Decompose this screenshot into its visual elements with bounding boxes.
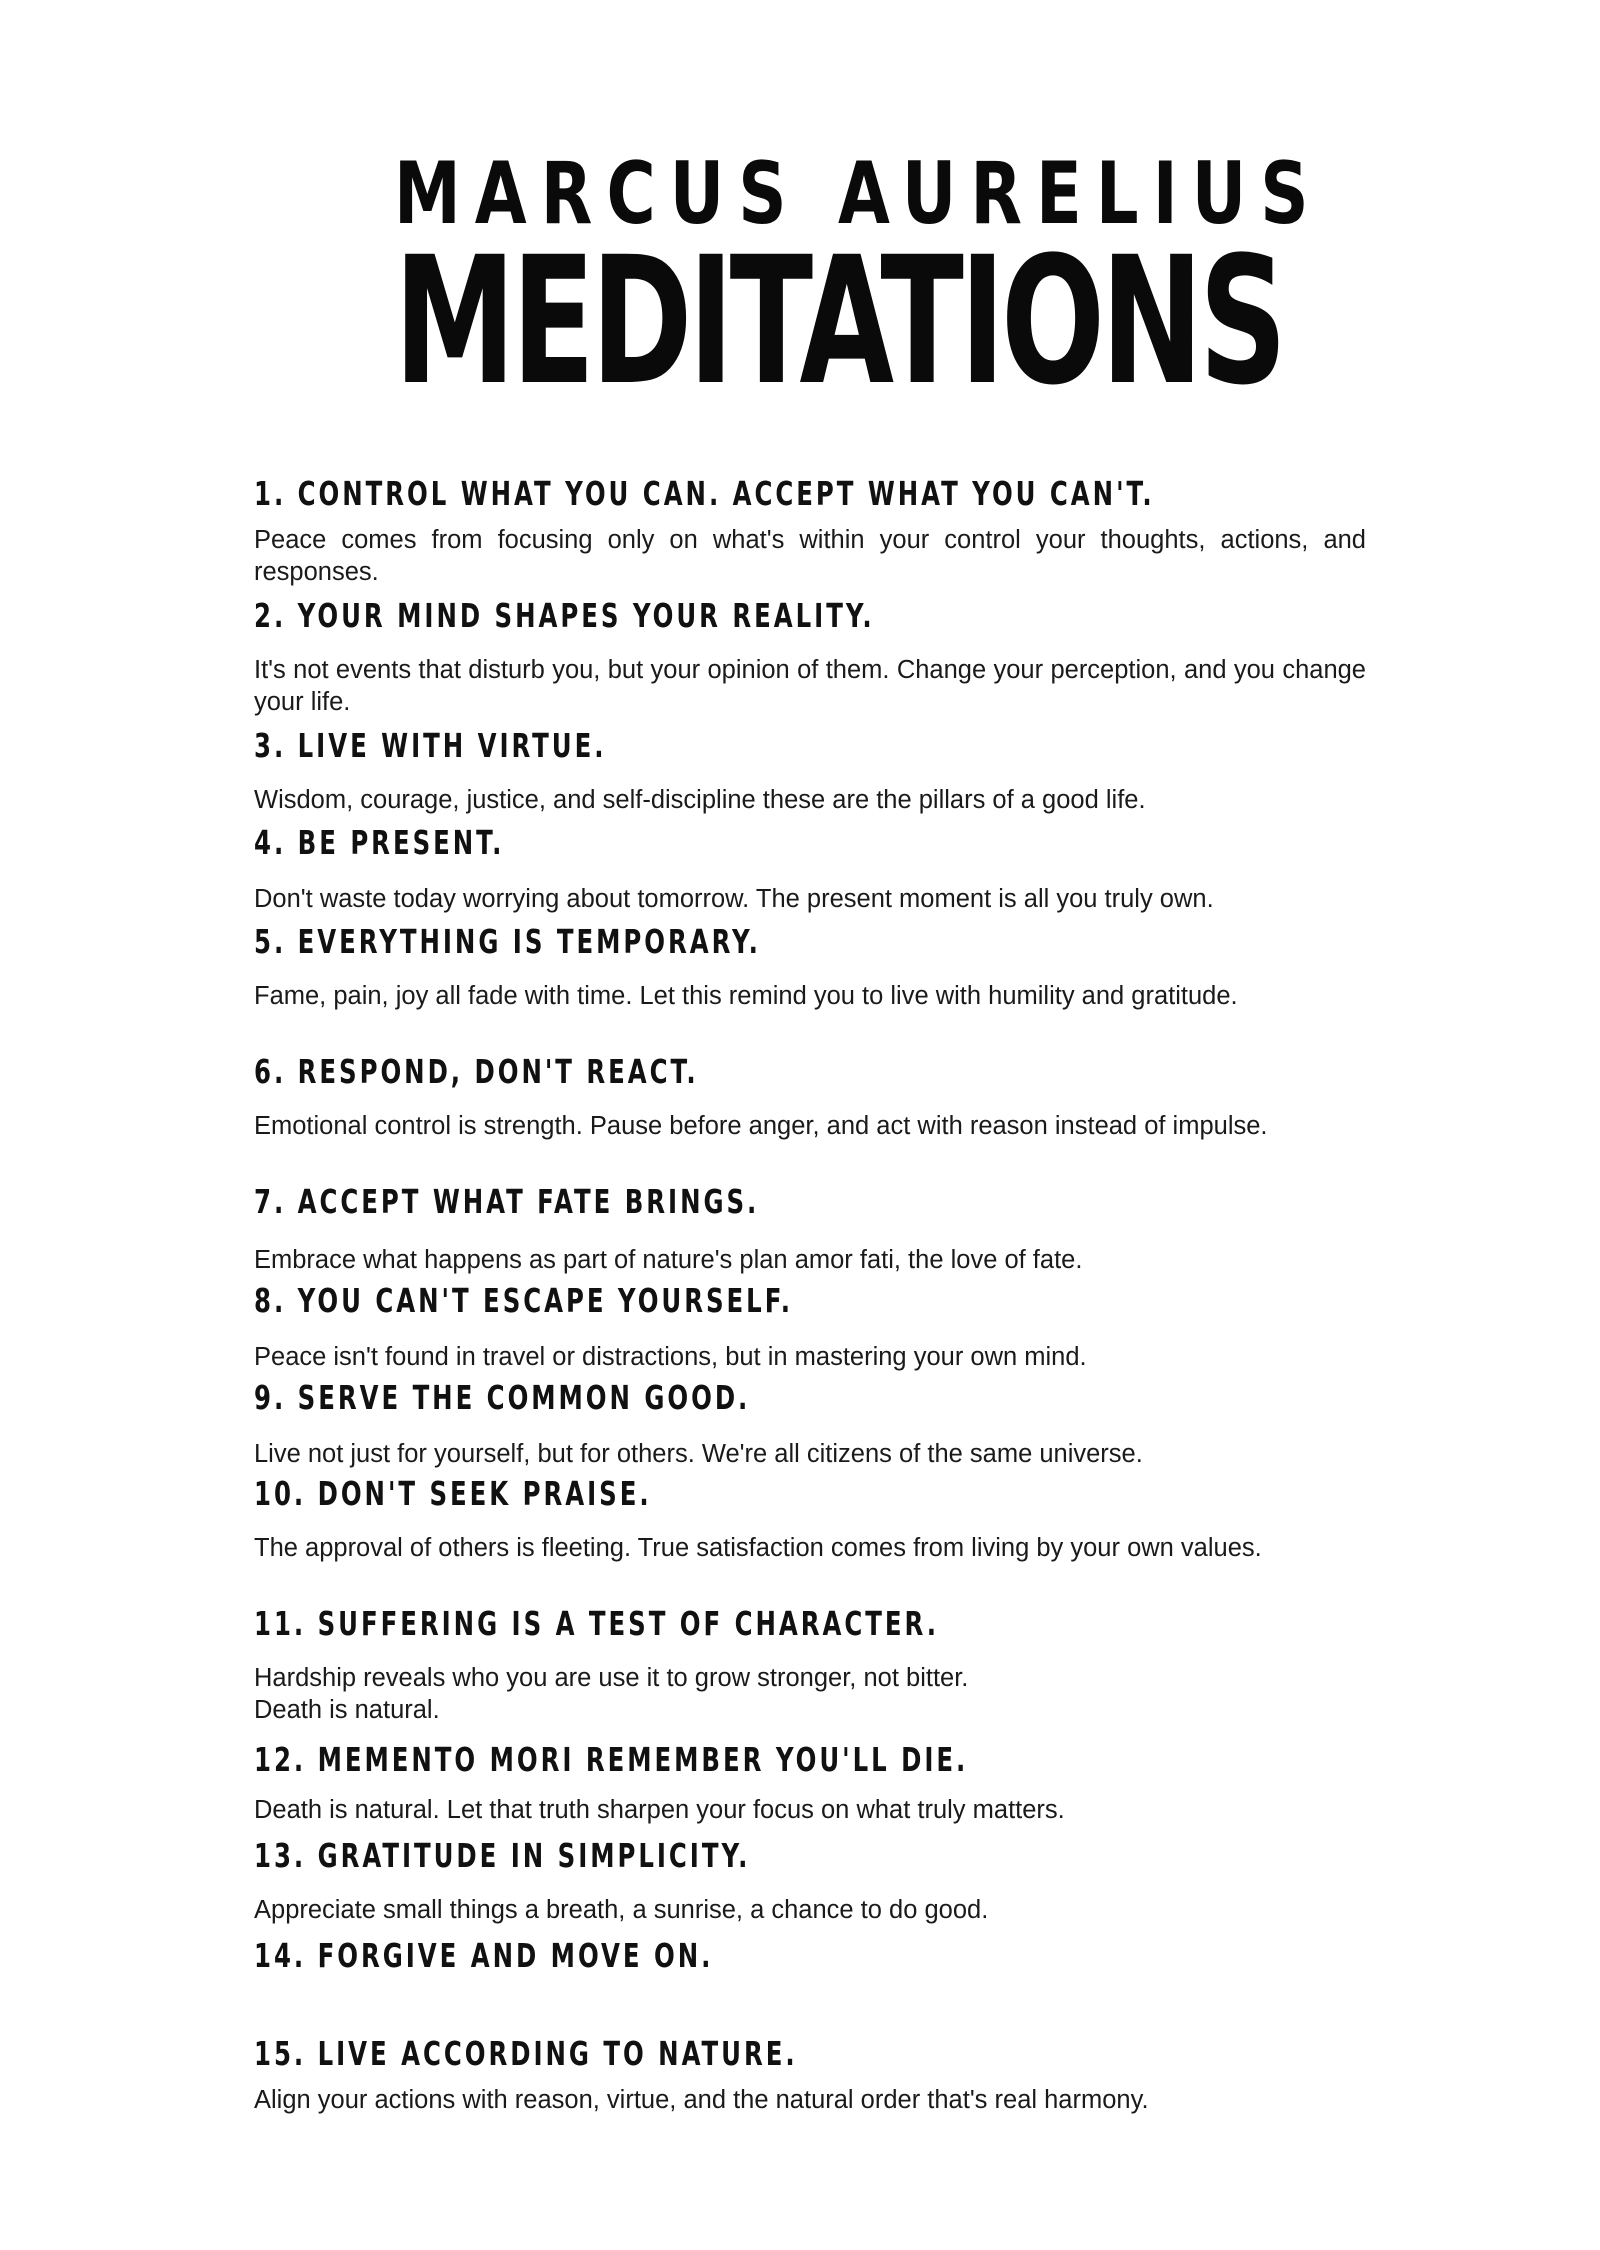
principle-text: Death is natural. Let that truth sharpen your focus on what truly matters. <box>254 1796 1065 1824</box>
principle-heading: 15. LIVE ACCORDING TO NATURE. <box>254 2034 798 2073</box>
principle-text: The approval of others is fleeting. True satisfaction comes from living by your own values. <box>254 1534 1262 1562</box>
principle-text: Emotional control is strength. Pause before anger, and act with reason instead of impulse. <box>254 1112 1268 1140</box>
principle-text: It's not events that disturb you, but your opinion of them. Change your perception, and you change your life. <box>254 656 1366 716</box>
principle-text: Peace isn't found in travel or distractions, but in mastering your own mind. <box>254 1343 1087 1371</box>
principle-item <box>254 1936 1374 1994</box>
principle-heading: 2. YOUR MIND SHAPES YOUR REALITY. <box>254 596 875 635</box>
principle-item <box>254 1281 1374 1373</box>
principle-item <box>254 1604 1374 1726</box>
principle-item <box>254 1378 1374 1470</box>
principle-heading: 10. DON'T SEEK PRAISE. <box>254 1474 652 1513</box>
principle-heading: 13. GRATITUDE IN SIMPLICITY. <box>254 1836 751 1875</box>
principle-text-line: Hardship reveals who you are use it to grow stronger, not bitter. <box>254 1664 969 1692</box>
principle-item <box>254 1740 1374 1826</box>
principle-heading: 4. BE PRESENT. <box>254 823 505 862</box>
principle-text: Fame, pain, joy all fade with time. Let this remind you to live with humility and gratitude. <box>254 982 1238 1010</box>
principle-heading: 1. CONTROL WHAT YOU CAN. ACCEPT WHAT YOU CAN'T. <box>254 474 1155 513</box>
principle-heading: 12. MEMENTO MORI REMEMBER YOU'LL DIE. <box>254 1740 969 1779</box>
principle-item <box>254 596 1374 718</box>
principle-text-line: Death is natural. <box>254 1696 440 1724</box>
principle-item <box>254 1182 1374 1276</box>
title-block <box>394 144 1323 424</box>
principle-text <box>254 1662 1366 1726</box>
principle-text: Live not just for yourself, but for others. We're all citizens of the same universe. <box>254 1440 1143 1468</box>
principle-heading: 7. ACCEPT WHAT FATE BRINGS. <box>254 1182 760 1221</box>
principle-heading: 11. SUFFERING IS A TEST OF CHARACTER. <box>254 1604 939 1643</box>
principle-heading: 14. FORGIVE AND MOVE ON. <box>254 1936 714 1975</box>
principle-heading: 9. SERVE THE COMMON GOOD. <box>254 1378 751 1417</box>
book-title: MEDITATIONS <box>394 219 1283 424</box>
principle-text: Peace comes from focusing only on what's within your control your thoughts, actions, and responses. <box>254 526 1366 586</box>
principle-item <box>254 1836 1374 1926</box>
principle-heading: 5. EVERYTHING IS TEMPORARY. <box>254 922 761 961</box>
principle-item <box>254 726 1374 816</box>
principle-heading: 6. RESPOND, DON'T REACT. <box>254 1052 699 1091</box>
principle-text: Don't waste today worrying about tomorrow. The present moment is all you truly own. <box>254 885 1214 913</box>
principle-text: Wisdom, courage, justice, and self-discipline these are the pillars of a good life. <box>254 786 1146 814</box>
principle-item <box>254 1474 1374 1564</box>
principle-item <box>254 823 1374 915</box>
author-name: MARCUS AURELIUS <box>394 144 1323 244</box>
principle-item <box>254 474 1374 588</box>
principle-item <box>254 1052 1374 1142</box>
principle-heading: 8. YOU CAN'T ESCAPE YOURSELF. <box>254 1281 793 1320</box>
principle-item <box>254 922 1374 1012</box>
principle-heading: 3. LIVE WITH VIRTUE. <box>254 726 607 765</box>
principle-text: Align your actions with reason, virtue, and the natural order that's real harmony. <box>254 2086 1149 2114</box>
principle-text: Embrace what happens as part of nature's plan amor fati, the love of fate. <box>254 1246 1083 1274</box>
principle-text: Appreciate small things a breath, a sunrise, a chance to do good. <box>254 1896 989 1924</box>
principle-item <box>254 2034 1374 2116</box>
